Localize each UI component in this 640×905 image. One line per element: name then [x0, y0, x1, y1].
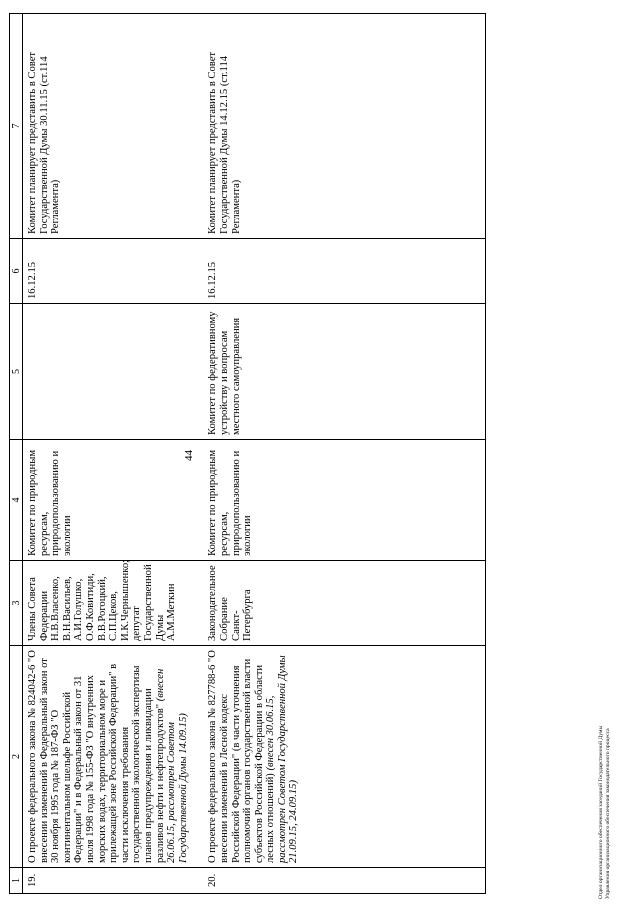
- row-number: 19.: [23, 868, 202, 894]
- bill-cell: [23, 646, 202, 868]
- column-number: 7: [10, 14, 23, 239]
- initiator-cell: Законодательное Собрание Санкт-Петербурга: [201, 561, 485, 646]
- bills-table: [9, 13, 486, 894]
- column-number: 3: [10, 561, 23, 646]
- page-number: 44: [183, 450, 195, 461]
- bill-note: (внесен 30.06.15, рассмотрен Советом Государственной Думы 21.09.15, 24.09.15): [265, 655, 300, 863]
- bill-note: (внесен 26.06.15, рассмотрен Советом Государственной Думы 14.09.15): [154, 668, 189, 863]
- co-committee-cell: [23, 304, 202, 440]
- bill-text: О проекте федерального закона № 827788-6 "О внесении изменений в Лесной кодекс Российской Федерации" (в части уточнения полномочий органов государственной власти субъектов Российской Федерации в области лесных отношений): [207, 650, 277, 863]
- column-number: 1: [10, 868, 23, 894]
- date-cell: 16.12.15: [23, 239, 202, 304]
- footer-line: Управления организационного обеспечения законодательного процесса: [605, 728, 611, 899]
- footer-line: Отдел организационного обеспечения заседаний Государственной Думы: [598, 725, 604, 899]
- column-number: 5: [10, 304, 23, 440]
- bill-text: О проекте федерального закона № 824042-6 "О внесении изменений в Федеральный закон от 30 ноября 1995 года № 187-ФЗ "О континентальном шельфе Российской Федерации" и в Федеральный закон от 31 июля 1998 года № 155-ФЗ "О внутренних морских водах, территориальном море и прилежащей зоне Российской Федерации" в части исключения требования государственной экологической экспертизы планов предупреждения и ликвидации разливов нефти и нефтепродуктов": [27, 650, 166, 863]
- bill-cell: [201, 646, 485, 868]
- co-committee-cell: Комитет по федеративному устройству и вопросам местного самоуправления: [201, 304, 485, 440]
- column-number: 6: [10, 239, 23, 304]
- committee-cell: Комитет по природным ресурсам, природопользованию и экологии: [23, 440, 202, 561]
- row-number: 20.: [201, 868, 485, 894]
- column-number: 4: [10, 440, 23, 561]
- initiator-cell: Члены Совета Федерации Н.В.Власенко, В.Н.Васильев, А.И.Голушко, О.Ф.Ковитиди, В.В.Рогоцкий, С.П.Цеков, И.К.Чернышенко; депутат Государственной Думы А.М.Меткин: [23, 561, 202, 646]
- footer: [598, 726, 612, 899]
- plan-cell: Комитет планирует представить в Совет Государственной Думы 14.12.15 (ст.114 Регламента): [201, 14, 485, 239]
- column-number: 2: [10, 646, 23, 868]
- committee-cell: Комитет по природным ресурсам, природопользованию и экологии: [201, 440, 485, 561]
- table-bottom-border: [485, 14, 486, 894]
- table-row: [23, 14, 202, 894]
- date-cell: 16.12.15: [201, 239, 485, 304]
- column-number-row: [10, 14, 23, 894]
- plan-cell: Комитет планирует представить в Совет Государственной Думы 30.11.15 (ст.114 Регламента): [23, 14, 202, 239]
- table-row: [201, 14, 485, 894]
